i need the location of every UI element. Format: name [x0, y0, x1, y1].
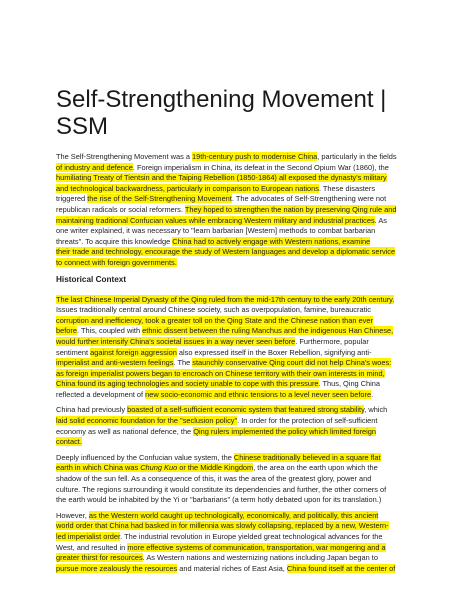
text-run: . Thus, Qing China	[318, 379, 381, 389]
paragraph	[56, 295, 426, 401]
text-line	[56, 427, 426, 438]
text-run: also expressed itself in the Boxer Rebellion, signifying anti-	[176, 347, 372, 357]
highlighted-text: greater thirst for resources	[56, 553, 143, 563]
highlighted-text: world order that China had basked in for millennia was slowly collapsing, replaced by a new, Western-	[56, 521, 389, 531]
text-run: sentiment	[56, 347, 91, 357]
text-line	[56, 495, 426, 506]
text-run: culture. The regions surrounding it would constitute its dependencies and further, the other corners of	[56, 484, 387, 494]
text-run: . Foreign imperialism in China, its defeat in the Second Opium War (1860), the	[132, 162, 389, 172]
highlighted-text: would further intensify China's societal issues in a way never seen before	[56, 336, 296, 346]
highlighted-text: before	[56, 326, 77, 336]
highlighted-text: of industry and defence	[56, 162, 133, 172]
text-line	[56, 453, 426, 464]
text-line	[56, 216, 426, 227]
highlighted-text: imperialist and anti-western feelings	[56, 358, 174, 368]
text-run: China had previously	[56, 405, 128, 415]
paragraph	[56, 405, 426, 447]
text-run: However,	[56, 510, 89, 520]
text-line	[56, 348, 426, 359]
text-run: The Self-Strengthening Movement was a	[56, 152, 192, 161]
text-line	[56, 390, 426, 401]
text-line	[56, 247, 426, 258]
text-run: Issues traditionally central around Chinese society, such as overpopulation, famine, bureaucratic	[56, 305, 371, 315]
highlighted-text: corruption and inefficiency, took a greater toll on the Qing State and the Chinese nation than ever	[56, 315, 373, 325]
text-line	[56, 305, 426, 316]
text-line	[56, 226, 426, 237]
highlighted-text: 19th-century push to modernise China	[191, 152, 318, 161]
highlighted-text: against foreign aggression	[90, 347, 177, 357]
text-line	[56, 316, 426, 327]
highlighted-text: as foreign imperialist powers began to encroach on Chinese territory with their own interests in mind,	[56, 368, 385, 378]
highlighted-text: laid solid economic foundation for the "seclusion policy"	[56, 416, 238, 426]
text-line	[56, 326, 426, 337]
highlighted-text: China found its aging technologies and society unable to cope with this pressure	[56, 379, 319, 389]
text-run: and material riches of East Asia,	[177, 563, 287, 573]
highlighted-text: to connect with foreign governments.	[56, 257, 177, 267]
title-line-2: SSM	[56, 113, 109, 140]
text-line	[56, 543, 426, 554]
text-run: , which	[364, 405, 388, 415]
text-run: . These disasters	[318, 183, 376, 193]
document-body	[56, 152, 426, 579]
text-run: economy as well as national defence, the	[56, 426, 194, 436]
text-line	[56, 463, 426, 474]
highlighted-text: Qing rulers implemented the policy which limited foreign	[193, 426, 377, 436]
text-run: Deeply influenced by the Confucian value system, the	[56, 452, 234, 462]
text-line	[56, 184, 426, 195]
highlighted-text: ethnic dissent between the ruling Manchus and the indigenous Han Chinese,	[142, 326, 394, 336]
text-run: , particularly in the fields	[317, 152, 397, 161]
text-line	[56, 379, 426, 390]
text-line	[56, 173, 426, 184]
text-run: . As Western nations and westernizing nations including Japan began to	[142, 553, 378, 563]
text-run: .	[371, 389, 374, 399]
text-run: the earth would be inhabited by the Yi or "barbarians" (a term hotly debated upon for its translation.)	[56, 495, 382, 505]
text-run: . As	[374, 215, 387, 225]
highlighted-text: the rise of the Self-Strengthening Movement	[87, 194, 232, 204]
text-line	[56, 358, 426, 369]
text-line	[56, 369, 426, 380]
text-run: . In order for the protection of self-sufficient	[237, 416, 378, 426]
text-line	[56, 532, 426, 543]
highlighted-text: as the Western world caught up technologically, economically, and politically, this ancient	[88, 510, 379, 520]
highlighted-text: Chinese traditionally believed in a square flat	[233, 452, 381, 462]
highlighted-text: their trade and technology, encourage the study of Western languages and develop a diplomatic service	[56, 247, 396, 257]
text-run: . Furthermore, popular	[295, 336, 369, 346]
text-run: , the area on the earth upon which the	[253, 463, 378, 473]
text-run: republican radicals or social reformers.	[56, 204, 185, 214]
highlighted-text: or the Middle Kingdom	[177, 463, 254, 473]
text-run: West, and resulted in	[56, 542, 128, 552]
highlighted-text: Chung Kuo	[140, 463, 178, 473]
highlighted-text: The last Chinese Imperial Dynasty of the Qing ruled from the mid-17th century to the early 20th century.	[56, 294, 395, 304]
text-line	[56, 564, 426, 575]
highlighted-text: humiliating Treaty of Tientsin and the Taiping Rebellion (1850-1864) all exposed the dynasty's military	[56, 173, 387, 183]
text-line	[56, 258, 426, 269]
paragraph	[56, 152, 426, 269]
text-run: . This, coupled with	[76, 326, 143, 336]
text-run: one writer explained, it was necessary to "learn barbarian [Western] methods to combat barbarian	[56, 226, 376, 236]
highlighted-text: They hoped to strengthen the nation by preserving Qing rule and	[184, 204, 397, 214]
highlighted-text: China had to actively engage with Western nations, examine	[172, 236, 371, 246]
highlighted-text: China found itself at the center of	[286, 563, 396, 573]
highlighted-text: earth in which China was	[56, 463, 141, 473]
text-run: . The	[173, 358, 193, 368]
text-line	[56, 194, 426, 205]
text-line	[56, 521, 426, 532]
highlighted-text: more effective systems of communication, transportation, war mongering and a	[127, 542, 386, 552]
text-run: triggered	[56, 194, 88, 204]
text-line	[56, 511, 426, 522]
text-line	[56, 474, 426, 485]
highlighted-text: contact.	[56, 437, 82, 447]
text-line	[56, 485, 426, 496]
text-line	[56, 237, 426, 248]
section-heading: Historical Context	[56, 274, 127, 284]
text-line	[56, 337, 426, 348]
text-line	[56, 152, 426, 163]
text-run: reflected a development of	[56, 389, 146, 399]
highlighted-text: maintaining traditional Confucian values while embracing Western military and industrial practices	[56, 215, 375, 225]
title-line-1: Self-Strengthening Movement |	[56, 86, 387, 113]
highlighted-text: staunchly conservative Qing court did not help China's woes:	[192, 358, 392, 368]
highlighted-text: new socio-economic and ethnic tensions to a level never seen before	[145, 389, 372, 399]
highlighted-text: pursue more zealously the resources	[56, 563, 178, 573]
text-line	[56, 416, 426, 427]
text-line	[56, 295, 426, 306]
text-run: . The advocates of Self-Strengthening were not	[231, 194, 387, 204]
paragraph	[56, 453, 426, 506]
text-run: . The industrial revolution in Europe yielded great technological advances for the	[120, 532, 383, 541]
highlighted-text: boasted of a self-sufficient economic system that featured strong stability	[127, 405, 365, 415]
text-run: threats". To acquire this knowledge	[56, 236, 173, 246]
page-title	[56, 86, 436, 140]
text-line	[56, 437, 426, 448]
text-line	[56, 553, 426, 564]
text-line	[56, 405, 426, 416]
text-line	[56, 163, 426, 174]
highlighted-text: and technological backwardness, particularly in comparison to European nations	[56, 183, 319, 193]
highlighted-text: led imperialist order	[56, 532, 121, 541]
text-line	[56, 205, 426, 216]
paragraph	[56, 511, 426, 575]
text-run: shadow of the sun fell. As a consequence of this, it was the area of the greatest glory, power and	[56, 474, 372, 484]
